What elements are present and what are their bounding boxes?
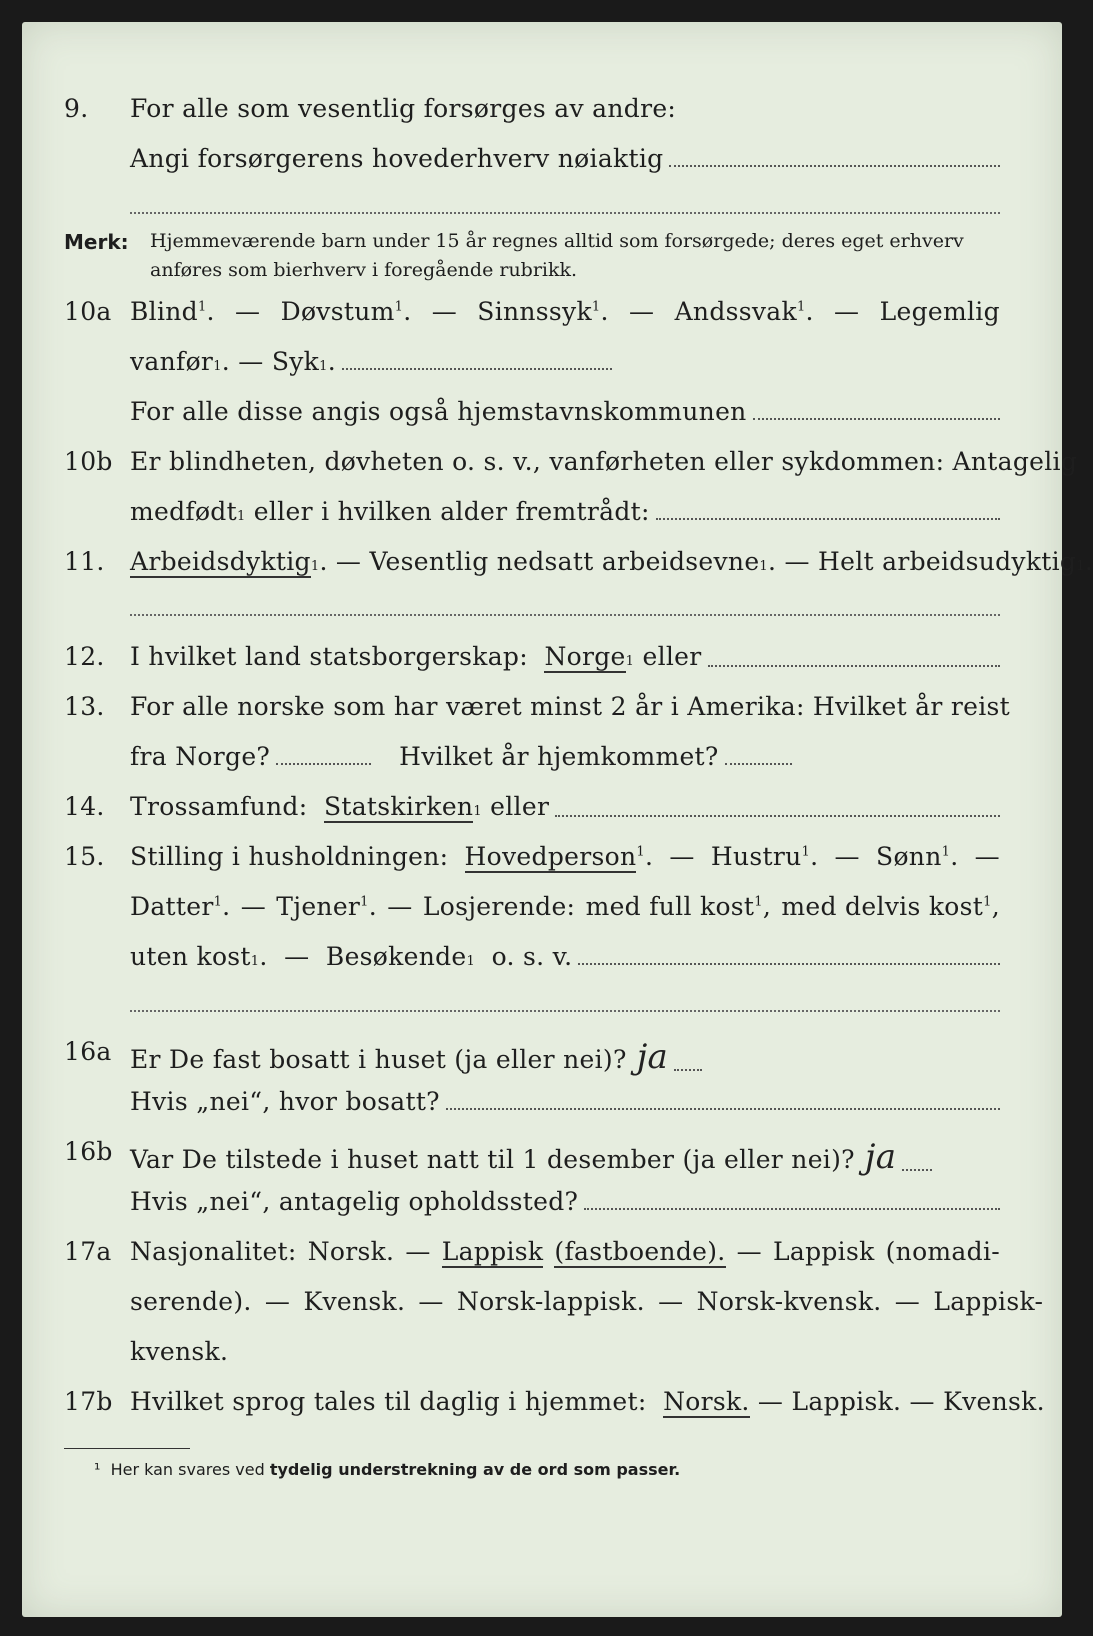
option-besokende: Besøkende <box>325 942 467 971</box>
q10a-text3: For alle disse angis også hjemstavnskommunen <box>130 397 747 426</box>
option-statskirken-underlined: Statskirken <box>323 792 474 821</box>
q16a-number: 16a <box>64 1037 112 1066</box>
option-syk: Syk <box>271 347 320 376</box>
q11-number: 11. <box>64 547 105 576</box>
option-nedsatt: Vesentlig nedsatt arbeidsevne <box>369 547 760 576</box>
q16b-number: 16b <box>64 1137 113 1166</box>
q9-text2: Angi forsørgerens hovederhverv nøiaktig <box>130 144 664 173</box>
option-udyktig: Helt arbeidsudyktig <box>818 547 1077 576</box>
q17a-text2: serende). — Kvensk. — Norsk-lappisk. — Norsk-kvensk. — Lappisk- <box>130 1287 1044 1316</box>
q16b-text2: Hvis „nei“, antagelig opholdssted? <box>130 1187 579 1216</box>
option-hustru: Hustru <box>710 842 802 871</box>
q17b-text: Hvilket sprog tales til daglig i hjemmet: <box>130 1387 647 1416</box>
option-medfodt: medfødt <box>130 497 237 526</box>
q10b-answer-field[interactable] <box>656 517 1000 520</box>
q14-text: Trossamfund: <box>130 792 308 821</box>
q14-answer-field[interactable] <box>555 814 1000 817</box>
q17a-text3: kvensk. <box>130 1337 229 1366</box>
option-delvis-kost: med delvis kost <box>781 892 984 921</box>
q9-answer-field-2[interactable] <box>130 212 1000 214</box>
q10a-number: 10a <box>64 297 112 326</box>
option-norsk-underlined: Norsk. <box>663 1387 750 1416</box>
q13-text2b: Hvilket år hjemkommet? <box>399 742 719 771</box>
reist-year-field[interactable] <box>276 762 371 765</box>
merk-note: Hjemmeværende barn under 15 år regnes alltid som forsørgede; deres eget erhverv anføres som bierhverv i foregående rubrikk. <box>150 230 964 281</box>
option-lappisk-nomadi: Lappisk <box>772 1237 875 1266</box>
q15-label: Stilling i husholdningen: <box>130 842 449 871</box>
footnote <box>94 1460 680 1479</box>
q17b-number: 17b <box>64 1387 113 1416</box>
footnote-bold-text: tydelig understrekning av de ord som passer. <box>269 1460 681 1479</box>
q11-answer-field[interactable] <box>130 614 1000 616</box>
option-norsk: Norsk. <box>307 1237 395 1266</box>
q16a-handwritten-answer: ja <box>636 1037 669 1077</box>
q9-answer-field[interactable] <box>669 164 1000 167</box>
option-norge-underlined: Norge <box>544 642 626 671</box>
option-nomadiserende: (nomadi- <box>885 1237 1000 1266</box>
q15-answer-field[interactable] <box>578 962 1000 965</box>
footnote-text: Her kan svares ved <box>110 1460 265 1479</box>
q9-text1: For alle som vesentlig forsørges av andre: <box>130 94 677 123</box>
option-sinnssyk: Sinnssyk <box>477 297 592 326</box>
hjemkommet-year-field[interactable] <box>725 762 792 765</box>
q16a-text1: Er De fast bosatt i huset (ja eller nei)? <box>130 1045 627 1074</box>
q14-number: 14. <box>64 792 105 821</box>
q10a-answer-field[interactable] <box>342 367 612 370</box>
q9-number: 9. <box>64 94 89 123</box>
option-tjener: Tjener <box>276 892 361 921</box>
option-hovedperson-underlined: Hovedperson <box>464 842 637 871</box>
option-datter: Datter <box>130 892 214 921</box>
q13-text1: For alle norske som har været minst 2 år i Amerika: Hvilket år reist <box>130 692 1011 721</box>
option-sonn: Sønn <box>876 842 942 871</box>
q13-text2a: fra Norge? <box>130 742 271 771</box>
q16a-answer-field[interactable] <box>674 1068 702 1071</box>
option-andssvak: Andssvak <box>674 297 797 326</box>
option-lappisk-underlined: Lappisk <box>441 1237 544 1266</box>
option-blind: Blind <box>130 297 198 326</box>
q17a-number: 17a <box>64 1237 112 1266</box>
q12-text: I hvilket land statsborgerskap: <box>130 642 528 671</box>
q16a-bosatt-field[interactable] <box>446 1107 1000 1110</box>
q15-answer-field-2[interactable] <box>130 1010 1000 1012</box>
q13-number: 13. <box>64 692 105 721</box>
q12-answer-field[interactable] <box>708 664 1000 667</box>
option-vanfor: vanfør <box>130 347 214 376</box>
q15-number: 15. <box>64 842 105 871</box>
census-form-page: 9. For alle som vesentlig forsørges av andre: Angi forsørgerens hovederhverv nøiaktig Merk: Hjemmeværende barn under 15 år regnes alltid som forsørgede; deres eget erhverv anføres som bierhverv i foregående rubrikk. 10a Blind$^1$. — Døvstum$^1$. — Sinnssyk$^1$. — Andssvak$^1$. — Legemlig vanfør 1 . — Syk 1 . For alle disse angis også hjemstavnskommunen 10b Er blindheten, døvheten o. s. v., vanførheten eller sykdommen: Antagelig medfødt 1 eller i hvilken alder fremtrådt: 11. Arbeidsdyktig 1 . — Vesentlig nedsatt arbeidsevne 1 . — Helt arbeidsudyktig 1 . 12. I hvilket land statsborgerskap: Norge 1 eller 13. For alle norske som har været minst 2 år i Amerika: Hvilket år reist fra Norge? Hvilket år hjemkommet? 14. Trossamfund: Statskirken 1 eller 15. Stilling i husholdningen: Hovedperson$^1$. — Hustru$^1$. — Sønn$^1$. — Datter$^1$. — Tjener$^1$. — Losjerende: med full kost$^1$, med delvis kost$^1$, uten kost 1 . — Besøkende 1 o. s. v. 16a Er De fast bosatt i huset (ja eller nei)? ja Hvis „nei“, hvor bosatt? 16b Var De tilstede i huset natt til 1 desember (ja eller nei)? ja Hvis „nei“, antagelig opholdssted? 17a Nasjonalitet: Norsk. — Lappisk (fastboende). — Lappisk (nomadi- serende). — Kvensk. — Norsk-lappisk. — Norsk-kvensk. — Lappisk- kvensk. 17b Hvilket sprog tales til daglig i hjemmet: Norsk. — Lappisk. — Kvensk. ¹ Her kan svares ved tydelig understrekning av de ord som passer. <box>22 22 1062 1617</box>
option-losjerende: Losjerende: <box>422 892 576 921</box>
option-legemlig: Legemlig <box>879 297 1000 326</box>
q16b-answer-field[interactable] <box>902 1168 932 1171</box>
q16a-text2: Hvis „nei“, hvor bosatt? <box>130 1087 440 1116</box>
q16b-handwritten-answer: ja <box>864 1137 897 1177</box>
q10b-number: 10b <box>64 447 113 476</box>
option-dovstum: Døvstum <box>280 297 395 326</box>
q17a-label: Nasjonalitet: <box>130 1237 297 1266</box>
q14-eller: eller <box>490 792 550 821</box>
q16b-text1: Var De tilstede i huset natt til 1 desember (ja eller nei)? <box>130 1145 855 1174</box>
q10b-text1: Er blindheten, døvheten o. s. v., vanførheten eller sykdommen: Antagelig <box>130 447 1078 476</box>
hjemstavn-field[interactable] <box>753 417 1000 420</box>
q12-number: 12. <box>64 642 105 671</box>
footnote-mark: ¹ <box>94 1460 101 1479</box>
q10b-text2: eller i hvilken alder fremtrådt: <box>253 497 650 526</box>
q16b-opholdssted-field[interactable] <box>584 1207 1000 1210</box>
option-arbeidsdyktig-underlined: Arbeidsdyktig <box>130 547 311 576</box>
option-fastboende-underlined: (fastboende). <box>554 1237 726 1266</box>
q17b-rest: — Lappisk. — Kvensk. <box>757 1387 1045 1416</box>
merk-label: Merk: <box>64 230 129 254</box>
footnote-rule <box>64 1448 190 1449</box>
option-full-kost: med full kost <box>585 892 755 921</box>
option-uten-kost: uten kost <box>130 942 251 971</box>
q15-osv: o. s. v. <box>491 942 573 971</box>
q12-eller: eller <box>642 642 702 671</box>
